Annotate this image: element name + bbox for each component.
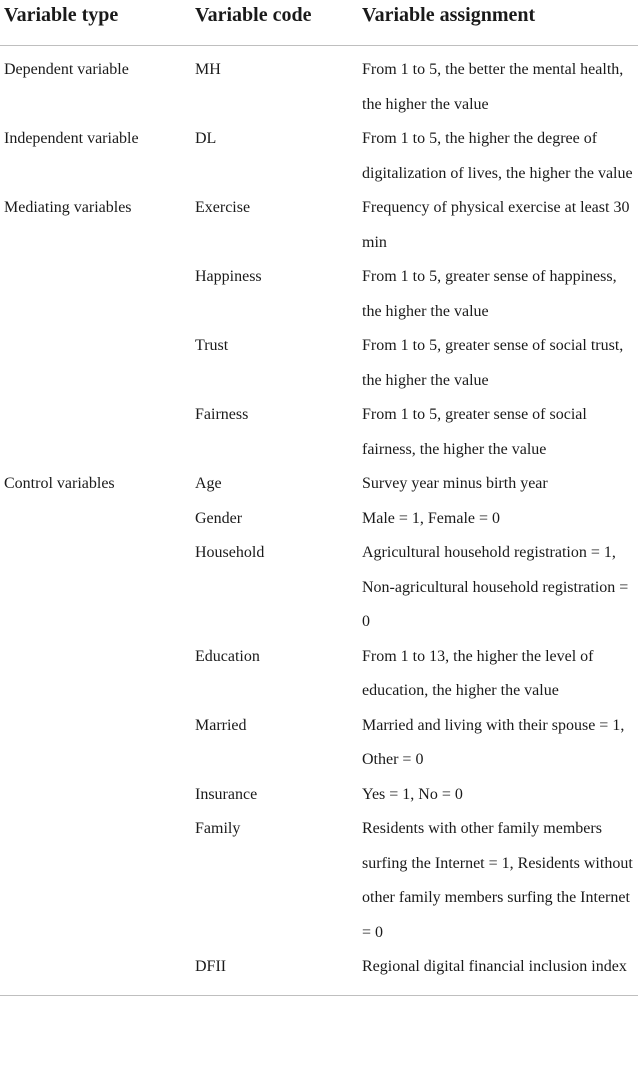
cell-variable-type: [0, 260, 191, 329]
cell-variable-assignment: Survey year minus birth year: [362, 475, 548, 492]
table-bottom-rule: [0, 995, 638, 996]
table-row: [0, 329, 638, 398]
cell-variable-assignment: From 1 to 5, greater sense of happiness, the higher the value: [362, 268, 617, 320]
cell-variable-assignment: Residents with other family members surfing the Internet = 1, Residents without other family members surfing the Internet = 0: [362, 820, 633, 941]
cell-variable-assignment: From 1 to 5, the better the mental health, the higher the value: [362, 61, 624, 113]
cell-variable-assignment: Yes = 1, No = 0: [362, 785, 463, 803]
table-row: [0, 536, 638, 640]
cell-variable-type: [0, 950, 191, 985]
table-row: [0, 191, 638, 260]
table-body: [0, 46, 638, 985]
cell-variable-code: Fairness: [195, 406, 249, 423]
table-header: [0, 0, 638, 46]
cell-variable-type: [0, 329, 191, 398]
cell-variable-code: Exercise: [195, 199, 251, 216]
table-row: [0, 260, 638, 329]
cell-variable-type: [0, 398, 191, 467]
table-row: [0, 812, 638, 950]
cell-variable-code: DFII: [195, 958, 227, 975]
table-row: [0, 778, 638, 813]
cell-variable-code: Happiness: [195, 268, 262, 285]
cell-variable-assignment: Married and living with their spouse = 1, Other = 0: [362, 716, 625, 768]
cell-variable-assignment: Agricultural household registration = 1, Non-agricultural household registration = 0: [362, 544, 629, 630]
cell-variable-assignment: From 1 to 13, the higher the level of education, the higher the value: [362, 647, 594, 699]
cell-variable-type: [0, 778, 191, 813]
cell-variable-assignment: From 1 to 5, greater sense of social trust, the higher the value: [362, 337, 624, 389]
table-row: [0, 398, 638, 467]
table-row: [0, 950, 638, 985]
cell-variable-type: [0, 709, 191, 778]
cell-variable-type: [0, 502, 191, 537]
cell-variable-type: [0, 536, 191, 640]
header-variable-assignment: Variable assignment: [362, 4, 536, 26]
cell-variable-assignment: From 1 to 5, the higher the degree of digitalization of lives, the higher the value: [362, 130, 633, 182]
cell-variable-type: Control variables: [4, 475, 115, 492]
cell-variable-type: [0, 640, 191, 709]
cell-variable-code: Married: [195, 716, 247, 734]
header-row: [0, 0, 638, 46]
cell-variable-code: Age: [195, 475, 222, 492]
cell-variable-code: Household: [195, 544, 265, 561]
cell-variable-code: Family: [195, 820, 241, 837]
table-row: [0, 467, 638, 502]
table-row: [0, 502, 638, 537]
cell-variable-type: [0, 812, 191, 950]
cell-variable-type: Independent variable: [4, 130, 139, 147]
table-row: [0, 640, 638, 709]
cell-variable-code: MH: [195, 61, 221, 78]
cell-variable-code: Insurance: [195, 785, 258, 803]
cell-variable-assignment: Male = 1, Female = 0: [362, 509, 501, 527]
table-row: [0, 122, 638, 191]
cell-variable-assignment: Frequency of physical exercise at least 30 min: [362, 199, 630, 251]
header-variable-type: Variable type: [4, 4, 119, 26]
cell-variable-type: Mediating variables: [4, 199, 132, 216]
cell-variable-type: Dependent variable: [4, 61, 129, 78]
cell-variable-code: Education: [195, 647, 260, 665]
cell-variable-code: Gender: [195, 509, 243, 527]
header-variable-code: Variable code: [195, 4, 312, 26]
table-row: [0, 709, 638, 778]
cell-variable-assignment: From 1 to 5, greater sense of social fairness, the higher the value: [362, 406, 587, 458]
cell-variable-code: Trust: [195, 337, 229, 354]
cell-variable-code: DL: [195, 130, 217, 147]
cell-variable-assignment: Regional digital financial inclusion index: [362, 958, 627, 975]
table-row: [0, 46, 638, 123]
